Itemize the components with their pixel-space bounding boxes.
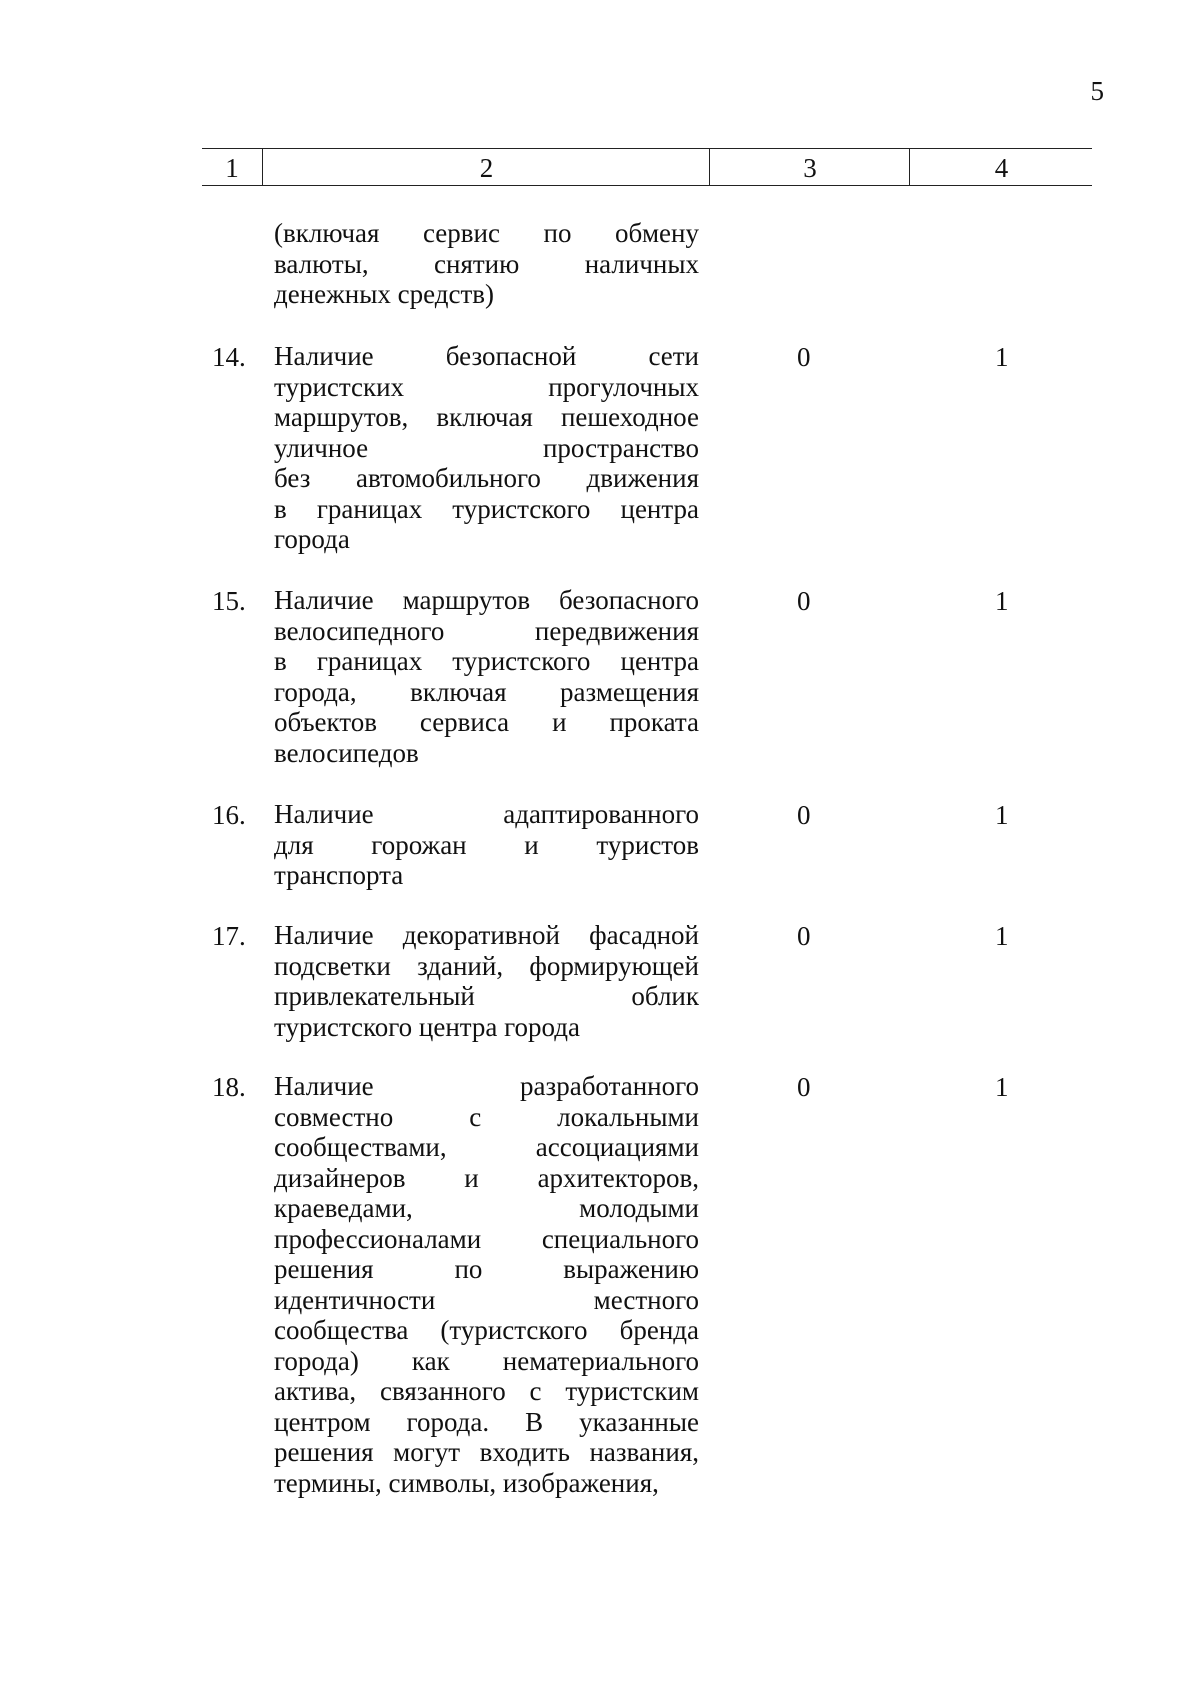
row-description [274,920,699,1042]
header-col-2: 2 [262,149,710,185]
row-number: 15. [212,586,246,616]
description-line: актива, связанного с туристским [274,1376,699,1406]
description-line: центром города. В указанные [274,1406,699,1437]
description-line: уличное пространство [274,432,699,463]
header-col-4: 4 [909,149,1093,185]
row-description [274,799,699,891]
description-line: совместно с локальными [274,1101,699,1132]
description-line: туристских прогулочных [274,371,699,402]
description-line: валюты, снятию наличных [274,248,699,279]
description-line: транспорта [274,860,404,890]
description-line: денежных средств) [274,279,495,309]
description-line: Наличие декоративной фасадной [274,920,699,950]
description-line: привлекательный облик [274,981,699,1011]
description-line: в границах туристского центра [274,646,699,676]
row-value-col3: 0 [797,586,811,616]
row-description [274,218,699,310]
description-line: города) как нематериального [274,1345,699,1376]
description-line: решения могут входить названия, [274,1437,699,1467]
row-number: 16. [212,800,246,830]
row-description [274,1071,699,1498]
row-value-col4: 1 [995,586,1009,616]
description-line: велосипедов [274,737,419,768]
description-line: сообщества (туристского бренда [274,1315,699,1345]
description-line: без автомобильного движения [274,463,699,493]
table-header [202,148,1092,186]
description-line: Наличие разработанного [274,1071,699,1101]
row-description [274,585,699,768]
description-line: Наличие адаптированного [274,799,699,829]
row-value-col3: 0 [797,342,811,372]
header-col-3: 3 [709,149,910,185]
description-line: краеведами, молодыми [274,1193,699,1223]
row-value-col4: 1 [995,921,1009,951]
description-line: велосипедного передвижения [274,615,699,646]
description-line: дизайнеров и архитекторов, [274,1162,699,1193]
row-value-col4: 1 [995,800,1009,830]
row-number: 17. [212,921,246,951]
description-line: сообществами, ассоциациями [274,1132,699,1162]
description-line: Наличие безопасной сети [274,341,699,371]
description-line: идентичности местного [274,1284,699,1315]
description-line: термины, символы, изображения, [274,1467,659,1498]
description-line: маршрутов, включая пешеходное [274,402,699,432]
description-line: Наличие маршрутов безопасного [274,585,699,615]
description-line: решения по выражению [274,1254,699,1284]
row-value-col3: 0 [797,1072,811,1102]
row-description [274,341,699,555]
description-line: подсветки зданий, формирующей [274,950,699,981]
description-line: профессионалами специального [274,1223,699,1254]
description-line: города, включая размещения [274,676,699,707]
description-line: объектов сервиса и проката [274,707,699,737]
description-line: туристского центра города [274,1011,580,1042]
page-number: 5 [1090,76,1104,106]
row-value-col4: 1 [995,342,1009,372]
row-value-col3: 0 [797,800,811,830]
description-line: в границах туристского центра [274,493,699,524]
header-col-1: 1 [225,153,239,183]
description-line: (включая сервис по обмену [274,218,699,248]
row-number: 18. [212,1072,246,1102]
row-value-col4: 1 [995,1072,1009,1102]
row-value-col3: 0 [797,921,811,951]
description-line: города [274,524,350,554]
row-number: 14. [212,342,246,372]
description-line: для горожан и туристов [274,829,699,860]
